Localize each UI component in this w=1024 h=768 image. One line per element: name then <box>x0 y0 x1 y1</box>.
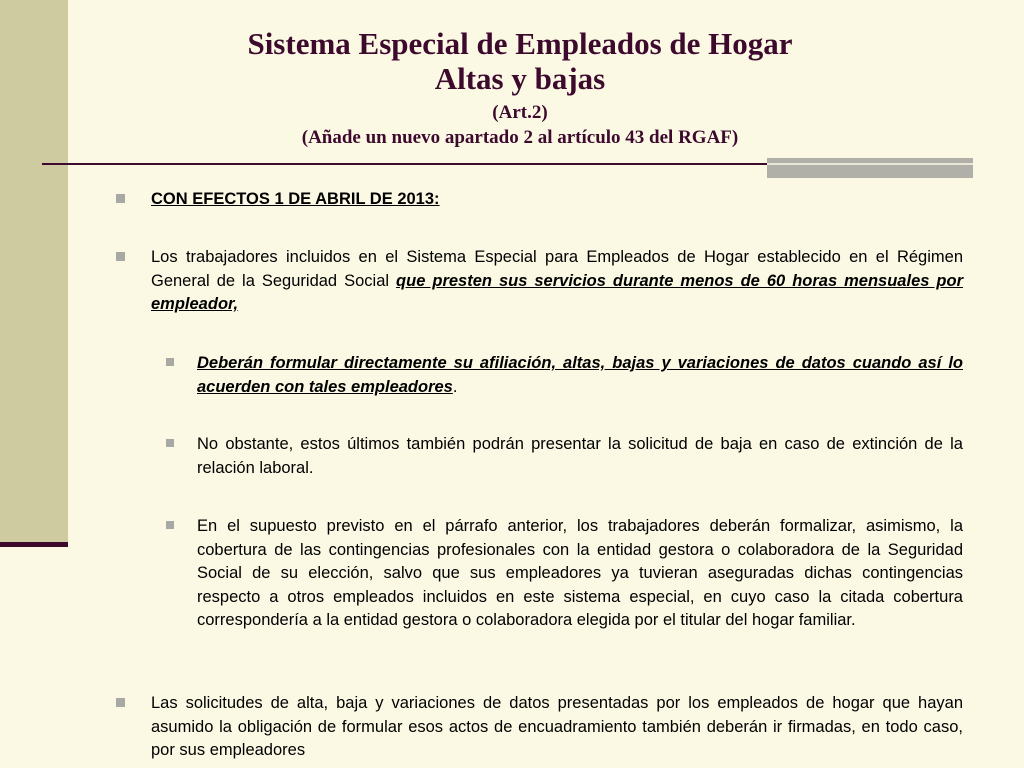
square-bullet-icon <box>166 439 174 447</box>
affiliation-tail: . <box>452 377 458 396</box>
list-item-coverage <box>197 515 963 633</box>
title-line-1: Sistema Especial de Empleados de Hogar <box>247 26 793 61</box>
square-bullet-icon <box>116 252 125 261</box>
list-item-termination <box>197 433 963 480</box>
workers-text: Los trabajadores incluidos en el Sistema Especial para Empleados de Hogar establecido en el Régimen General de la Seguridad Social <box>151 248 963 290</box>
square-bullet-icon <box>116 698 125 707</box>
square-bullet-icon <box>166 521 174 529</box>
termination-text: No obstante, estos últimos también podrán presentar la solicitud de baja en caso de extinción de la relación laboral. <box>197 435 963 477</box>
list-item-requests <box>151 692 963 763</box>
workers-emphasis: que presten sus servicios durante menos de 60 horas mensuales por empleador, <box>151 271 963 313</box>
list-item-workers <box>151 246 963 317</box>
list-item-effective-date <box>151 188 963 212</box>
requests-text: Las solicitudes de alta, baja y variaciones de datos presentadas por los empleados de hogar que hayan asumido la obligación de formular esos actos de encuadramiento también deberán ir firmadas, en todo caso, por sus empleadores <box>151 694 963 759</box>
coverage-text: En el supuesto previsto en el párrafo anterior, los trabajadores deberán formalizar, asimismo, la cobertura de las contingencias profesionales con la entidad gestora o colaboradora de la Seguridad Social de su elección, salvo que sus empleadores ya tuvieran aseguradas dichas contingencias respecto a otros empleados incluidos en este sistema especial, en cuyo caso la citada cobertura correspondería a la entidad gestora o colaboradora elegida por el titular del hogar familiar. <box>197 517 963 629</box>
square-bullet-icon <box>166 358 174 366</box>
square-bullet-icon <box>116 194 125 203</box>
title-line-2: Altas y bajas <box>434 61 606 96</box>
list-item-affiliation <box>197 352 963 399</box>
affiliation-emphasis: Deberán formular directamente su afiliación, altas, bajas y variaciones de datos cuando así lo acuerden con tales empleadores <box>197 354 963 396</box>
title-line-4: (Añade un nuevo apartado 2 al artículo 43 del RGAF) <box>301 127 739 148</box>
effective-date-heading: CON EFECTOS 1 DE ABRIL DE 2013: <box>151 190 440 208</box>
title-line-3: (Art.2) <box>492 102 548 123</box>
